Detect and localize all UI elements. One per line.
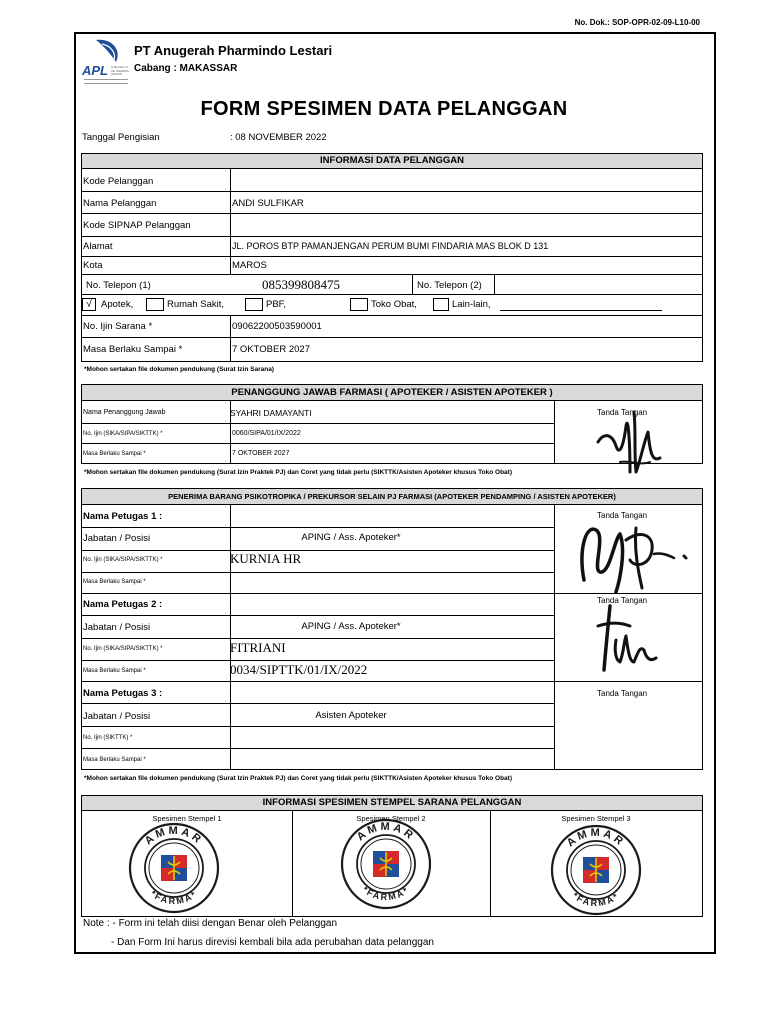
officer1-license[interactable]: KURNIA HR [230, 551, 302, 566]
license-label: No. Ijin Sarana * [83, 321, 153, 332]
receivers-note: *Mohon sertakan file dokumen pendukung (Surat Izin Praktek PJ) dan Coret yang tidak perlu (SIKTTK/Asisten Apoteker khusus Toko Obat) [84, 775, 512, 782]
officer3-jabatan-label: Jabatan / Posisi [83, 711, 151, 722]
customer-info-table [81, 169, 703, 362]
stamp-seal-icon [128, 822, 220, 914]
checkbox-rumah-sakit[interactable] [146, 298, 164, 311]
svg-text:AMMAR: AMMAR [564, 826, 628, 850]
officer3-license-label: No. Ijin (SIKTTK) * [83, 735, 133, 741]
svg-text:*FARMA*: *FARMA* [148, 888, 200, 907]
document-number: No. Dok.: SOP-OPR-02-09-L10-00 [574, 18, 700, 27]
svg-text:*FARMA*: *FARMA* [360, 884, 412, 903]
stamp2-label: Spesimen Stempel 2 [356, 814, 426, 823]
valid-until-label: Masa Berlaku Sampai * [83, 344, 183, 355]
fill-date-label: Tanggal Pengisian [82, 132, 160, 143]
type-toko-obat-label: Toko Obat, [371, 299, 417, 310]
pj-valid-value[interactable]: 7 OKTOBER 2027 [232, 450, 290, 457]
customer-note: *Mohon sertakan file dokumen pendukung (Surat Izin Sarana) [84, 366, 274, 373]
customer-code-label: Kode Pelanggan [83, 176, 154, 187]
city-label: Kota [83, 260, 103, 271]
logo-tagline: A Member of the PHARMA GROUP [111, 65, 129, 76]
checkbox-toko-obat[interactable] [350, 298, 368, 311]
officer2-license-label: No. Ijin (SIKA/SIPA/SIKTTK) * [83, 646, 163, 652]
officer3-title: Nama Petugas 3 : [83, 688, 163, 699]
stamp-seal-icon [340, 818, 432, 910]
address-value[interactable]: JL. POROS BTP PAMANJENGAN PERUM BUMI FINDARIA MAS BLOK D 131 [232, 241, 549, 251]
officer2-valid[interactable]: 0034/SIPTTK/01/IX/2022 [230, 662, 368, 677]
officer1-jabatan-label: Jabatan / Posisi [83, 533, 151, 544]
pj-signature-label: Tanda Tangan [597, 408, 648, 417]
fill-date-value: : 08 NOVEMBER 2022 [230, 132, 327, 143]
officer1-signature-label: Tanda Tangan [597, 511, 648, 520]
pharmacist-header: PENANGGUNG JAWAB FARMASI ( APOTEKER / ASISTEN APOTEKER ) [81, 384, 703, 401]
stamp1 [128, 822, 220, 919]
stamp3 [550, 824, 642, 921]
stamp1-label: Spesimen Stempel 1 [152, 814, 222, 823]
svg-text:AMMAR: AMMAR [142, 824, 206, 848]
city-value[interactable]: MAROS [232, 260, 267, 271]
customer-name-label: Nama Pelanggan [83, 198, 157, 209]
footer-note-2: - Dan Form Ini harus direvisi kembali bila ada perubahan data pelanggan [111, 937, 434, 948]
checkbox-pbf[interactable] [245, 298, 263, 311]
stamp-seal-icon [550, 824, 642, 916]
pharmacist-note: *Mohon sertakan file dokumen pendukung (Surat Izin Praktek PJ) dan Coret yang tidak perlu (SIKTTK/Asisten Apoteker khusus Toko Obat) [84, 469, 512, 476]
lain-lain-underline[interactable] [500, 310, 662, 311]
officer2-signature-label: Tanda Tangan [597, 596, 648, 605]
pj-license-value[interactable]: 0060/SIPA/01/IX/2022 [232, 430, 301, 437]
company-name: PT Anugerah Pharmindo Lestari [134, 43, 333, 58]
officer1-title: Nama Petugas 1 : [83, 511, 163, 522]
officer2-jabatan[interactable]: APING / Ass. Apoteker* [301, 621, 401, 632]
officer1-license-label: No. Ijin (SIKA/SIPA/SIKTTK) * [83, 557, 163, 563]
check-mark-icon: √ [86, 299, 92, 310]
receivers-header: PENERIMA BARANG PSIKOTROPIKA / PREKURSOR SELAIN PJ FARMASI (APOTEKER PENDAMPING / ASISTEN APOTEKER) [81, 488, 703, 505]
valid-until-value[interactable]: 7 OKTOBER 2027 [232, 344, 310, 355]
phone2-label: No. Telepon (2) [417, 280, 482, 291]
officer1-signature [570, 510, 696, 600]
footer-note-1: Note : - Form ini telah diisi dengan Benar oleh Pelanggan [83, 918, 338, 929]
officer3-jabatan[interactable]: Asisten Apoteker [315, 710, 387, 721]
stamp3-label: Spesimen Stempel 3 [561, 814, 631, 823]
type-rumah-sakit-label: Rumah Sakit, [167, 299, 225, 310]
pj-license-label: No. Ijin (SIKA/SIPA/SIKTTK) * [83, 431, 163, 437]
officer2-signature [590, 596, 670, 680]
officer3-valid-label: Masa Berlaku Sampai * [83, 757, 146, 763]
customer-name-value[interactable]: ANDI SULFIKAR [232, 198, 304, 209]
officer2-jabatan-label: Jabatan / Posisi [83, 622, 151, 633]
officer3-signature-label: Tanda Tangan [597, 689, 648, 698]
sipnap-code-label: Kode SIPNAP Pelanggan [83, 220, 191, 231]
customer-info-header: INFORMASI DATA PELANGGAN [81, 153, 703, 169]
pj-signature [590, 402, 670, 482]
type-pbf-label: PBF, [266, 299, 287, 310]
officer1-valid-label: Masa Berlaku Sampai * [83, 579, 146, 585]
logo-text: APL [82, 63, 108, 78]
phone1-label: No. Telepon (1) [86, 280, 151, 291]
logo-divider [84, 79, 128, 84]
company-branch: Cabang : MAKASSAR [134, 63, 238, 74]
stamps-header: INFORMASI SPESIMEN STEMPEL SARANA PELANGGAN [81, 795, 703, 811]
license-value[interactable]: 09062200503590001 [232, 321, 322, 332]
phone1-value[interactable]: 085399808475 [262, 277, 340, 292]
officer1-jabatan[interactable]: APING / Ass. Apoteker* [301, 532, 401, 543]
officer2-valid-label: Masa Berlaku Sampai * [83, 668, 146, 674]
form-title: FORM SPESIMEN DATA PELANGGAN [200, 98, 568, 120]
svg-text:AMMAR: AMMAR [354, 820, 418, 844]
pj-valid-label: Masa Berlaku Sampai * [83, 451, 146, 457]
officer2-license[interactable]: FITRIANI [230, 640, 286, 655]
pj-name-label: Nama Penanggung Jawab [83, 409, 166, 416]
checkbox-lain-lain[interactable] [433, 298, 449, 311]
svg-text:*FARMA*: *FARMA* [570, 890, 622, 909]
checkbox-apotek[interactable] [82, 298, 96, 311]
stamp2 [340, 818, 432, 915]
type-apotek-label: Apotek, [101, 299, 134, 310]
type-lain-lain-label: Lain-lain, [452, 299, 491, 310]
pj-name-value[interactable]: SYAHRI DAMAYANTI [230, 408, 312, 418]
officer2-title: Nama Petugas 2 : [83, 599, 163, 610]
address-label: Alamat [83, 241, 113, 252]
